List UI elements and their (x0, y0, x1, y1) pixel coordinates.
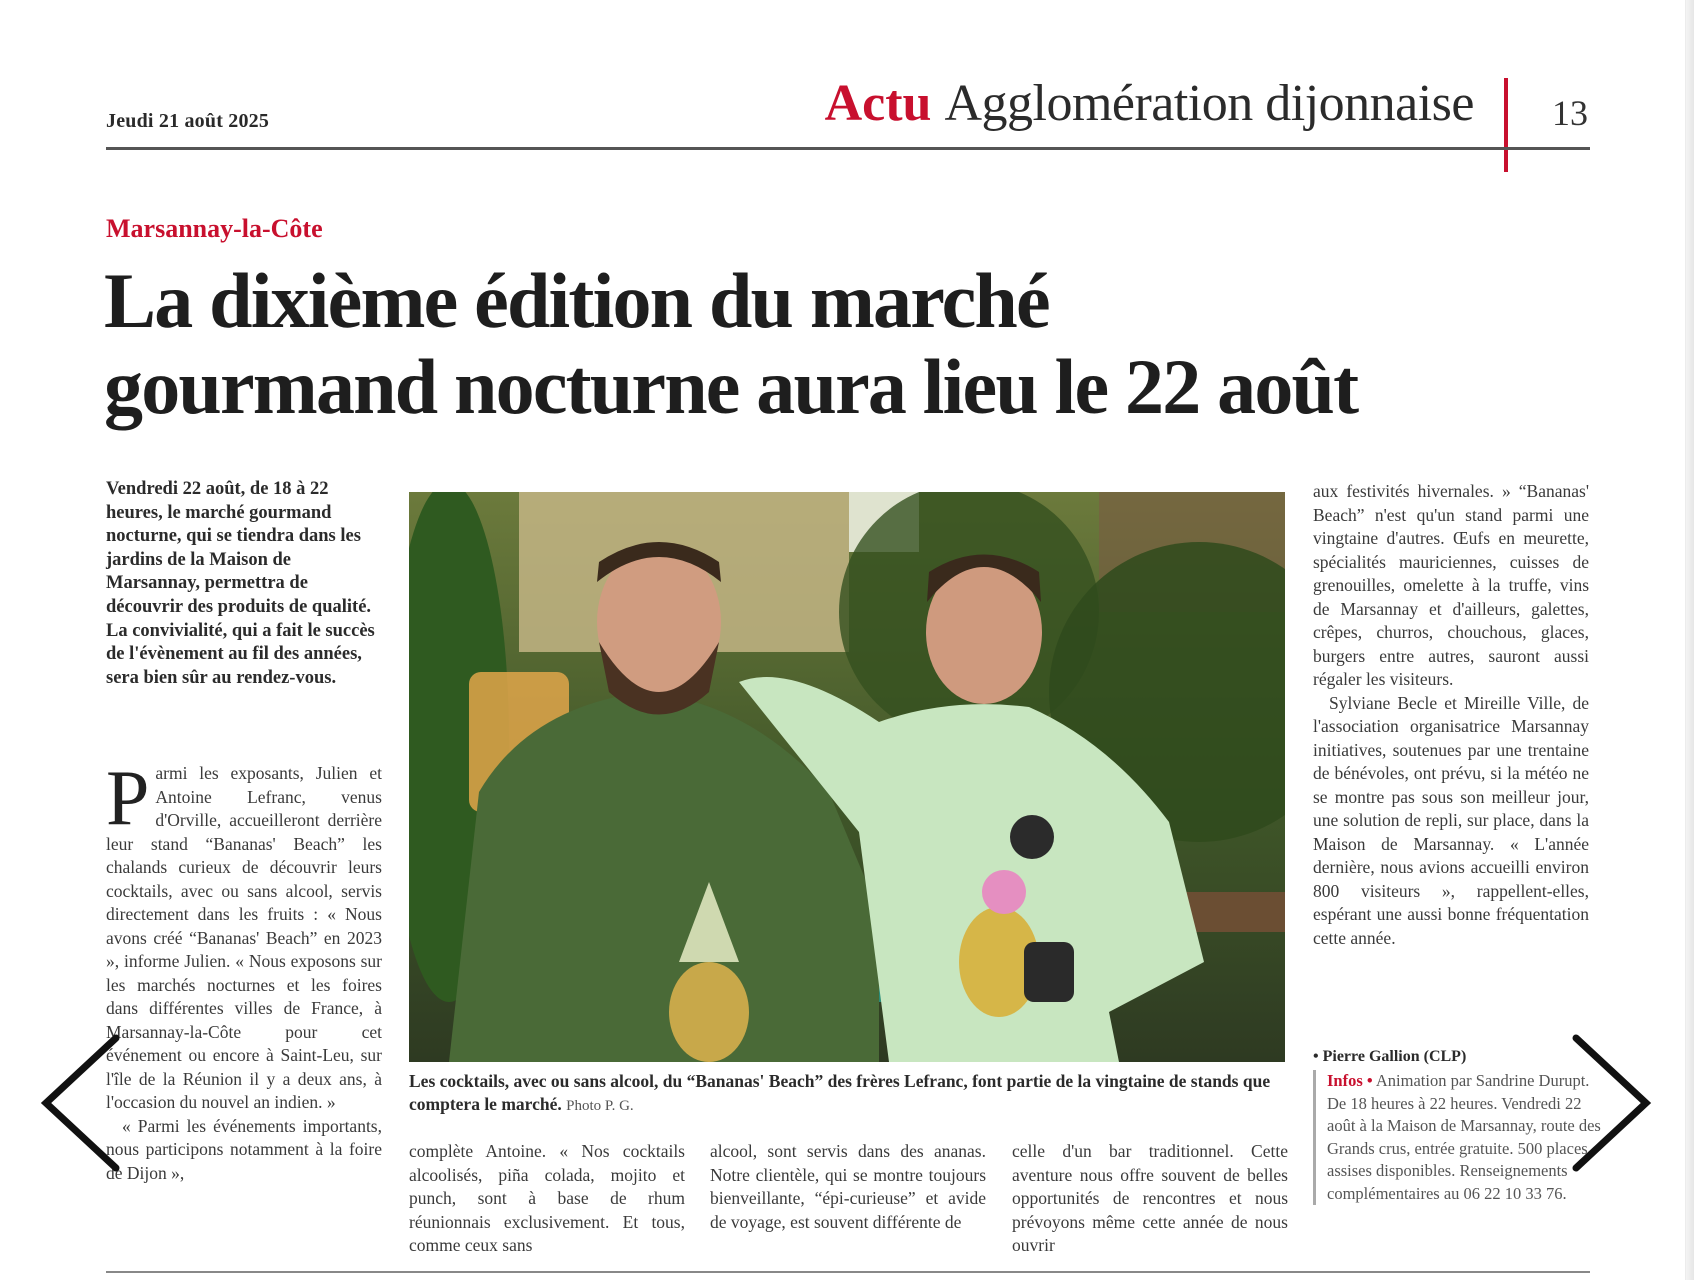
page-number: 13 (1552, 93, 1588, 133)
issue-date: Jeudi 21 août 2025 (106, 110, 270, 132)
photo-illustration (409, 492, 1285, 1062)
infos-box (1313, 1070, 1603, 1205)
article-column-4: celle d'un bar traditionnel. Cette aventure nous offre souvent de belles opportunités de rencontres et nous prévoyons même cette année de nous ouvrir (1012, 1141, 1288, 1255)
drop-cap: P (106, 754, 150, 841)
rubric-label: Actu (824, 75, 932, 132)
article-column-right (1313, 480, 1589, 950)
article-column-2: complète Antoine. « Nos cocktails alcoolisés, piña colada, mojito et punch, sont à base de rhum réunionnais exclusivement. Et tous, comme ceux sans (409, 1141, 685, 1255)
article-column-3: alcool, sont servis dans des ananas. Notre clientèle, qui se montre toujours bienveillante, “épi-curieuse” et avide de voyage, est souvent différente de (710, 1141, 986, 1232)
right-column-paragraph-2: Sylviane Becle et Mireille Ville, de l'association organisatrice Marsannay initiatives, soutenues par une trentaine de bénévoles, ont prévu, si la météo ne se montre pas sous son meilleur jour, une solution de repli, sur place, dans la Maison de Marsannay. « L'année dernière, nous avions accueilli environ 800 visiteurs », rappellent-elles, espérant une aussi bonne fréquentation cette année. (1313, 692, 1589, 948)
chevron-left-icon (36, 1028, 126, 1178)
headline-line-1: La dixième édition du marché (104, 257, 1049, 344)
next-page-button[interactable] (1566, 1028, 1656, 1178)
previous-page-button[interactable] (36, 1028, 126, 1178)
article-kicker: Marsannay-la-Côte (106, 214, 323, 243)
right-column-paragraph-1: aux festivités hivernales. » “Bananas' Beach” n'est qu'un stand parmi une vingtaine d'autres. Œufs en meurette, spécialités mauriciennes, cuisses de grenouilles, omelette à la truffe, vins de Marsannay et d'ailleurs, galettes, crêpes, churros, chouchous, glaces, burgers entre autres, sauront aussi régaler les visiteurs. (1313, 481, 1589, 689)
column-1-paragraph-1: armi les exposants, Julien et Antoine Lefranc, venus d'Orville, accueilleront derrière leur stand “Bananas' Beach” les chalands curieux de découvrir leurs cocktails, avec ou sans alcool, servis directement dans les fruits : « Nous avons créé “Bananas' Beach” en 2023 », informe Julien. « Nous exposons sur les marchés nocturnes et les foires dans différentes villes de France, à Marsannay-la-Côte pour cet événement ou encore à Saint-Leu, sur l'île de la Réunion il y a deux ans, à l'occasion du nouvel an indien. » (106, 763, 382, 1112)
photo-credit: Photo P. G. (566, 1098, 634, 1114)
infos-text: Animation par Sandrine Durupt. De 18 heures à 22 heures. Vendredi 22 août à la Maison de Marsannay, route des Grands crus, entrée gratuite. 500 places assises disponibles. Renseignements complémentaires au 06 22 10 33 76. (1327, 1071, 1601, 1203)
column-1-paragraph-2: « Parmi les événements importants, nous participons notamment à la foire de Dijon », (106, 1115, 382, 1183)
section-header (824, 75, 1474, 132)
page-edge (1685, 0, 1694, 1280)
article-headline (104, 258, 1604, 430)
chevron-right-icon (1566, 1028, 1656, 1178)
article-lead: Vendredi 22 août, de 18 à 22 heures, le marché gourmand nocturne, qui se tiendra dans les jardins de la Maison de Marsannay, permettra de découvrir des produits de qualité. La convivialité, qui a fait le succès de l'évènement au fil des années, sera bien sûr au rendez-vous. (106, 479, 375, 688)
infos-label: Infos • (1327, 1071, 1373, 1090)
header-rule (106, 147, 1590, 150)
caption-text: Les cocktails, avec ou sans alcool, du “Bananas' Beach” des frères Lefranc, font partie de la vingtaine de stands que comptera le marché. (409, 1071, 1271, 1114)
bottom-rule (106, 1271, 1590, 1273)
author-byline: • Pierre Gallion (CLP) (1313, 1048, 1467, 1065)
photo-caption (409, 1070, 1289, 1118)
section-title: Agglomération dijonnaise (944, 75, 1474, 132)
headline-line-2: gourmand nocturne aura lieu le 22 août (104, 343, 1358, 430)
header-red-divider (1504, 78, 1508, 172)
article-photo (409, 492, 1285, 1062)
article-column-1 (106, 754, 382, 1185)
